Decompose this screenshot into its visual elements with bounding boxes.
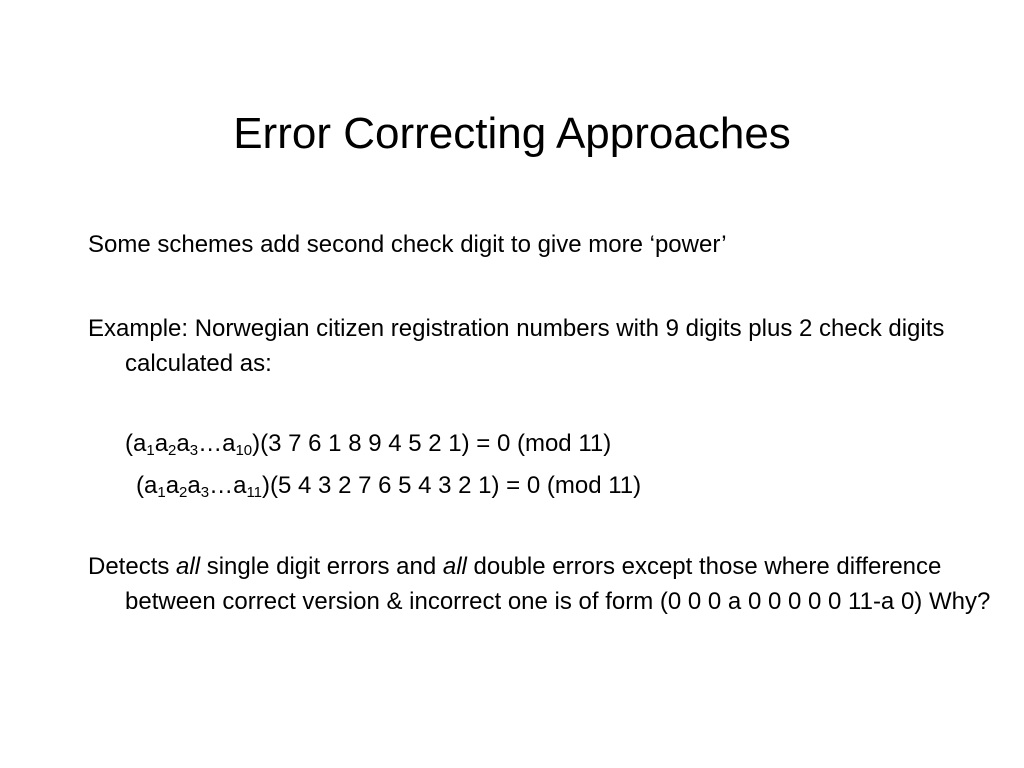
intro-text: Some schemes add second check digit to give more ‘power’ [88, 231, 727, 258]
formula-check-digit-2: $(a_1a_2a_3\dots a_{11})(5$ 4 3 2 7 6 5 4 3 2 1) = 0 (mod 11) [136, 472, 642, 501]
formula-check-digit-1: $(a_1a_2a_3\dots a_{10})(3$ 7 6 1 8 9 4 5 2 1) = 0 (mod 11) [125, 430, 612, 459]
example-text: Example: Norwegian citizen registration numbers with 9 digits plus 2 check digits calculated as: [88, 315, 945, 377]
emphasis-all: all [442, 553, 467, 580]
emphasis-all: all [176, 553, 201, 580]
detects-text: Detects all single digit errors and all double errors except those where difference between correct version & incorrect one is of form (0 0 0 a 0 0 0 0 0 11-a 0) Why? [88, 553, 991, 615]
slide-title: Error Correcting Approaches [233, 109, 791, 158]
